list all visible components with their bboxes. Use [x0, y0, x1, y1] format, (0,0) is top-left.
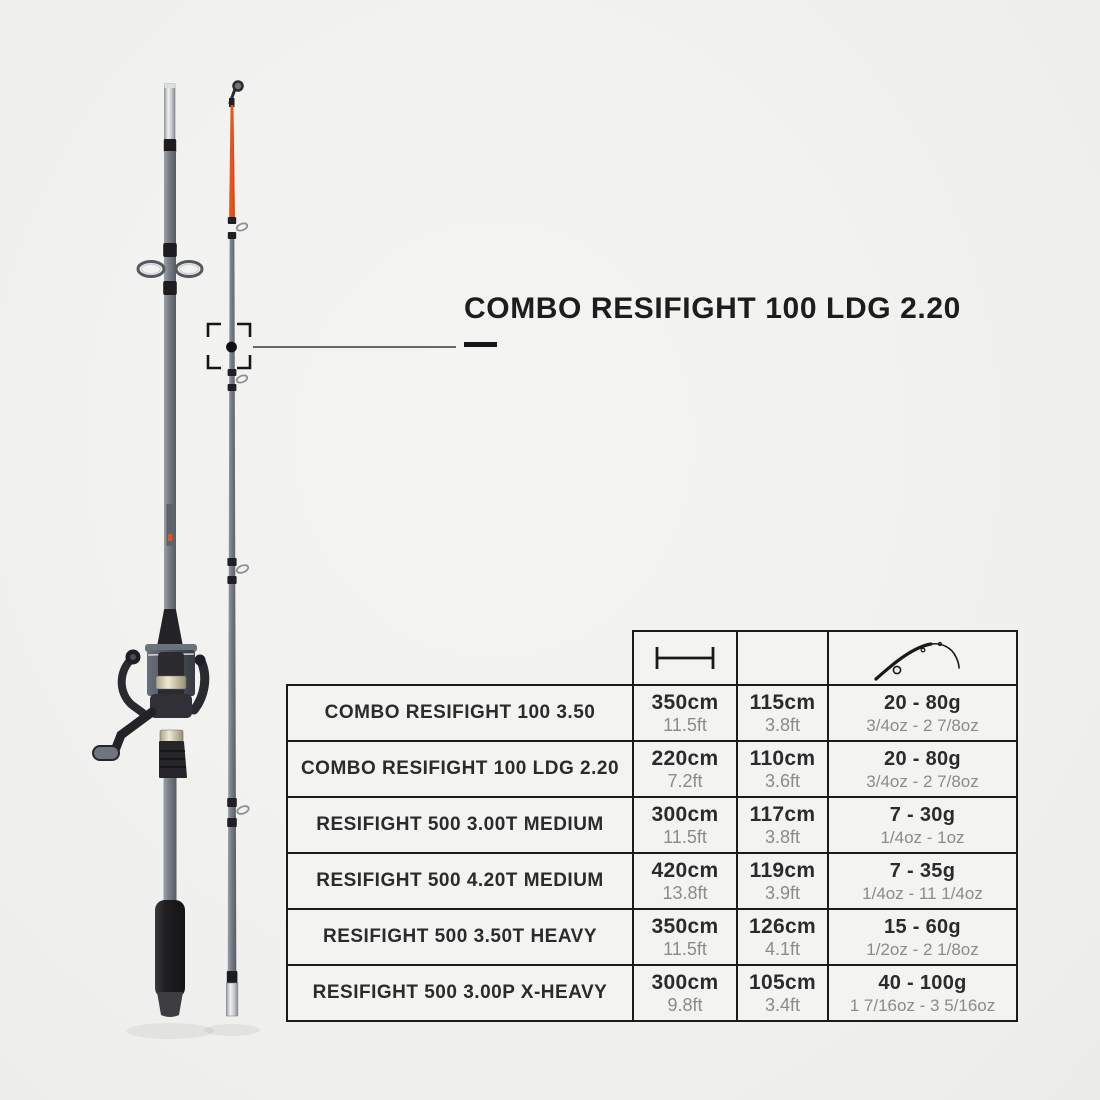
table-row — [287, 853, 1017, 909]
model-name-cell: RESIFIGHT 500 3.00P X-HEAVY — [287, 965, 633, 1021]
spec-table — [286, 684, 1018, 1022]
model-name-cell: RESIFIGHT 500 3.00T MEDIUM — [287, 797, 633, 853]
bail-arm-right — [194, 661, 205, 710]
length-measure-icon — [648, 643, 722, 673]
butt-cap — [157, 992, 183, 1017]
total-length-cell: 300cm 9.8ft — [633, 965, 737, 1021]
black-band — [163, 281, 177, 295]
brand-label — [167, 504, 174, 546]
bracket-corner — [208, 324, 221, 337]
transport-length-cell: 105cm 3.4ft — [737, 965, 828, 1021]
black-band — [163, 243, 177, 257]
ferrule-wrap — [227, 971, 238, 984]
crank-arm — [114, 712, 152, 753]
model-name-cell: RESIFIGHT 500 3.50T HEAVY — [287, 909, 633, 965]
total-length-cell: 220cm 7.2ft — [633, 741, 737, 797]
chrome-ferrule — [226, 983, 238, 1016]
chrome-tip — [165, 84, 176, 141]
table-row — [287, 797, 1017, 853]
bracket-corner — [208, 355, 221, 368]
transport-length-cell: 119cm 3.9ft — [737, 853, 828, 909]
total-length-cell: 300cm 11.5ft — [633, 797, 737, 853]
bracket-corner — [237, 324, 250, 337]
spec-table-header — [632, 630, 1018, 686]
casting-weight-cell: 15 - 60g 1/2oz - 2 1/8oz — [828, 909, 1017, 965]
floor-shadow — [126, 1023, 260, 1039]
crank-knob — [93, 746, 119, 760]
rod-blank-lower — [164, 778, 177, 906]
focus-dot — [226, 342, 237, 353]
bracket-corner — [237, 355, 250, 368]
model-name-cell: COMBO RESIFIGHT 100 3.50 — [287, 685, 633, 741]
product-title: COMBO RESIFIGHT 100 LDG 2.20 — [464, 292, 961, 325]
rod-butt-section — [93, 84, 206, 1017]
bent-rod-casting-weight-icon — [868, 635, 978, 681]
table-row — [287, 965, 1017, 1021]
locking-nut — [156, 676, 186, 689]
transport-length-cell: 117cm 3.8ft — [737, 797, 828, 853]
total-length-header-cell — [633, 631, 737, 685]
transport-length-cell: 115cm 3.8ft — [737, 685, 828, 741]
total-length-cell: 350cm 11.5ft — [633, 685, 737, 741]
table-row — [287, 909, 1017, 965]
transport-length-cell: 110cm 3.6ft — [737, 741, 828, 797]
bail-arm-left — [122, 657, 143, 713]
table-row — [287, 685, 1017, 741]
eva-foam-grip — [155, 900, 185, 998]
chrome-tip-cap — [165, 84, 176, 88]
casting-weight-cell: 40 - 100g 1 7/16oz - 3 5/16oz — [828, 965, 1017, 1021]
transport-length-header-cell — [737, 631, 828, 685]
title-underline-dash — [464, 342, 497, 347]
header-row — [633, 631, 1017, 685]
casting-weight-cell: 20 - 80g 3/4oz - 2 7/8oz — [828, 685, 1017, 741]
seat-ring — [160, 730, 183, 742]
reel-body — [150, 694, 192, 718]
table-row — [287, 741, 1017, 797]
callout-title-block — [464, 293, 961, 347]
casting-weight-cell: 7 - 35g 1/4oz - 11 1/4oz — [828, 853, 1017, 909]
casting-weight-cell: 7 - 30g 1/4oz - 1oz — [828, 797, 1017, 853]
model-name-cell: RESIFIGHT 500 4.20T MEDIUM — [287, 853, 633, 909]
total-length-cell: 420cm 13.8ft — [633, 853, 737, 909]
spinning-reel — [93, 644, 206, 777]
casting-weight-header-cell — [828, 631, 1017, 685]
focus-marker — [208, 324, 456, 368]
total-length-cell: 350cm 11.5ft — [633, 909, 737, 965]
rod-tip-section — [226, 82, 250, 1017]
black-band — [164, 139, 176, 153]
casting-weight-cell: 20 - 80g 3/4oz - 2 7/8oz — [828, 741, 1017, 797]
model-name-cell: COMBO RESIFIGHT 100 LDG 2.20 — [287, 741, 633, 797]
transport-length-cell: 126cm 4.1ft — [737, 909, 828, 965]
line-guide — [228, 217, 248, 239]
